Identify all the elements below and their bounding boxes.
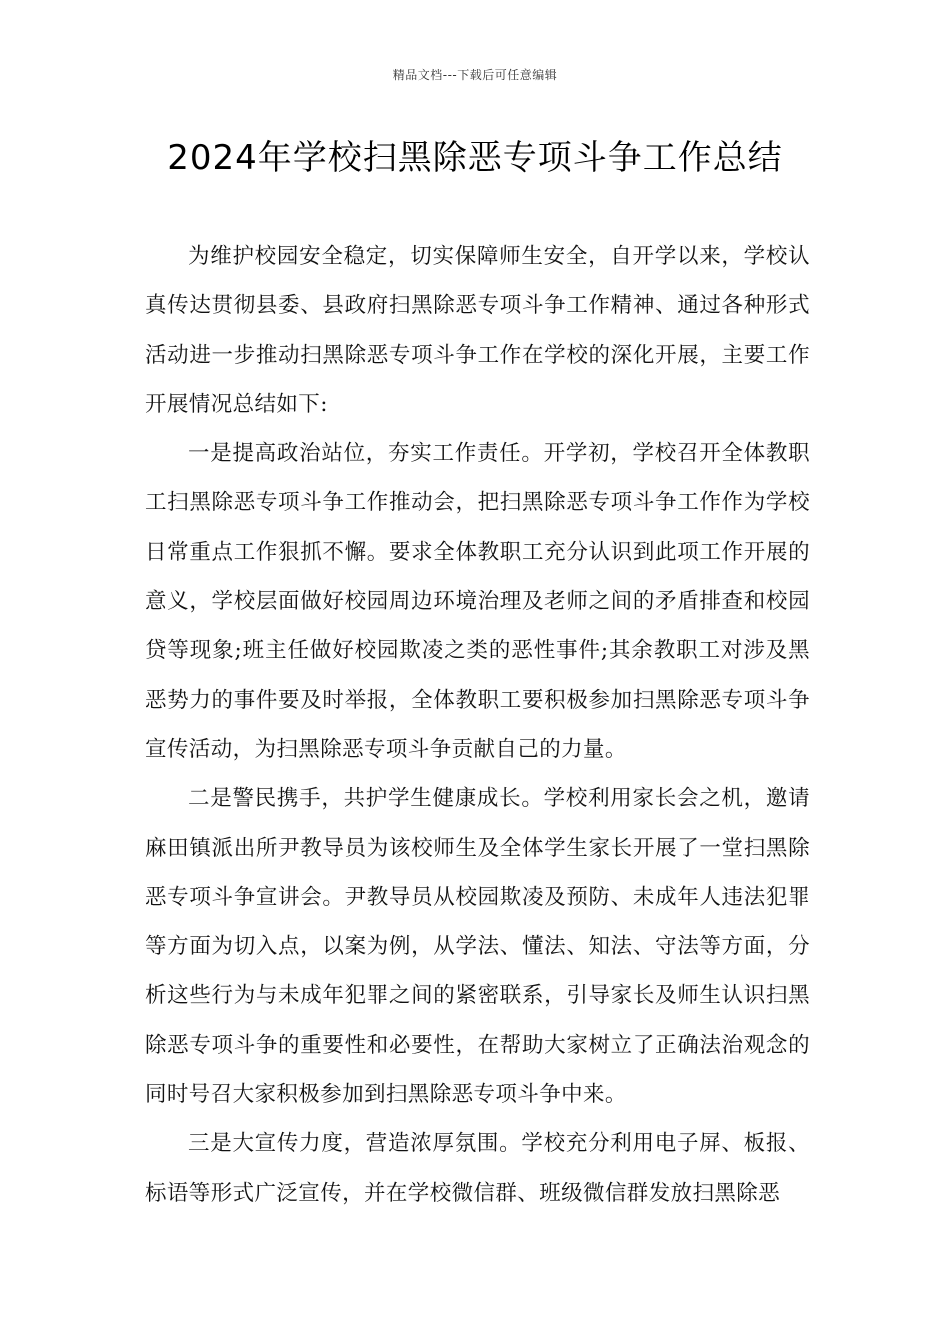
paragraph-intro: 为维护校园安全稳定，切实保障师生安全，自开学以来，学校认真传达贯彻县委、县政府扫黑除恶专项斗争工作精神、通过各种形式活动进一步推动扫黑除恶专项斗争工作在学校的深化开展，主要工作开展情况总结如下: — [145, 244, 810, 417]
paragraph-three: 三是大宣传力度，营造浓厚氛围。学校充分利用电子屏、板报、标语等形式广泛宣传，并在学校微信群、班级微信群发放扫黑除恶 — [145, 1131, 810, 1206]
header-note: 精品文档---下载后可任意编辑 — [392, 68, 558, 82]
paragraph-two: 二是警民携手，共护学生健康成长。学校利用家长会之机，邀请麻田镇派出所尹教导员为该校师生及全体学生家长开展了一堂扫黑除恶专项斗争宣讲会。尹教导员从校园欺凌及预防、未成年人违法犯罪等方面为切入点，以案为例，从学法、懂法、知法、守法等方面，分析这些行为与未成年犯罪之间的紧密联系，引导家长及师生认识扫黑除恶专项斗争的重要性和必要性，在帮助大家树立了正确法治观念的同时号召大家积极参加到扫黑除恶专项斗争中来。 — [145, 786, 810, 1108]
document-title: 2024年学校扫黑除恶专项斗争工作总结 — [167, 138, 783, 178]
paragraph-one: 一是提高政治站位，夯实工作责任。开学初，学校召开全体教职工扫黑除恶专项斗争工作推动会，把扫黑除恶专项斗争工作作为学校日常重点工作狠抓不懈。要求全体教职工充分认识到此项工作开展的意义，学校层面做好校园周边环境治理及老师之间的矛盾排查和校园贷等现象;班主任做好校园欺凌之类的恶性事件;其余教职工对涉及黑恶势力的事件要及时举报，全体教职工要积极参加扫黑除恶专项斗争宣传活动，为扫黑除恶专项斗争贡献自己的力量。 — [145, 441, 810, 762]
document-body — [145, 232, 810, 1218]
